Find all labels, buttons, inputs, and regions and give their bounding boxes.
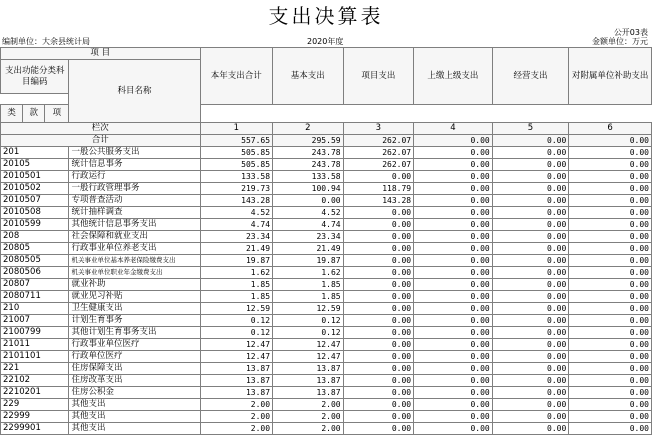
table-row [1,243,652,255]
subject-name-cell: 计划生育事务 [69,315,200,327]
amount-cell: 0.00 [492,183,569,195]
subject-name-cell: 机关事业单位职业年金缴费支出 [69,267,200,279]
amount-cell: 0.00 [492,375,569,387]
amount-cell: 0.00 [343,303,414,315]
function-code-cell: 22999 [1,411,69,423]
amount-cell: 0.00 [343,399,414,411]
amount-cell: 505.85 [200,159,273,171]
amount-cell: 0.00 [569,207,652,219]
amount-cell: 100.94 [273,183,344,195]
total-row [1,135,652,147]
amount-cell: 1.85 [273,291,344,303]
amount-cell: 0.00 [414,195,493,207]
table-row [1,207,652,219]
amount-cell: 0.00 [569,315,652,327]
item-group-header: 项 目 [1,48,201,60]
func-code-header: 支出功能分类科目编码 [1,60,69,94]
amount-cell: 0.00 [414,243,493,255]
total-label: 合计 [1,135,201,147]
amount-cell: 21.49 [273,243,344,255]
subject-name-cell: 住房保障支出 [69,363,200,375]
amount-cell: 0.00 [569,219,652,231]
amount-cell: 12.47 [273,339,344,351]
amount-cell: 0.00 [414,255,493,267]
table-body [1,48,652,435]
amount-cell: 0.00 [492,243,569,255]
amount-cell: 0.00 [569,231,652,243]
amount-cell: 0.00 [343,423,414,435]
total-value: 557.65 [200,135,273,147]
subject-name-cell: 一般行政管理事务 [69,183,200,195]
function-code-cell: 20105 [1,159,69,171]
amount-cell: 0.00 [492,387,569,399]
amount-cell: 0.00 [492,327,569,339]
amount-cell: 0.12 [273,315,344,327]
amount-cell: 13.87 [273,375,344,387]
amount-cell: 0.00 [569,327,652,339]
table-row [1,279,652,291]
amount-cell: 0.00 [343,315,414,327]
function-code-cell: 2210201 [1,387,69,399]
amount-cell: 2.00 [273,399,344,411]
amount-cell: 1.62 [200,267,273,279]
amount-cell: 1.85 [200,291,273,303]
function-code-cell: 2080505 [1,255,69,267]
function-code-cell: 2101101 [1,351,69,363]
amount-cell: 0.00 [492,207,569,219]
amount-cell: 0.00 [569,195,652,207]
table-row [1,291,652,303]
amount-cell: 0.00 [569,423,652,435]
amount-cell: 0.00 [273,195,344,207]
amount-cell: 0.00 [414,291,493,303]
amount-cell: 262.07 [343,147,414,159]
amount-cell: 13.87 [200,375,273,387]
amount-cell: 0.00 [492,219,569,231]
lei-header: 类 [1,105,23,123]
amount-cell: 4.52 [200,207,273,219]
amount-cell: 0.00 [569,363,652,375]
column-header-operating: 经营支出 [492,48,569,105]
amount-cell: 219.73 [200,183,273,195]
subject-name-cell: 机关事业单位基本养老保险缴费支出 [69,255,200,267]
amount-cell: 2.00 [200,423,273,435]
amount-cell: 0.00 [414,423,493,435]
amount-cell: 0.00 [343,351,414,363]
amount-cell: 0.00 [492,267,569,279]
amount-cell: 0.00 [569,171,652,183]
amount-cell: 0.00 [569,375,652,387]
amount-cell: 143.28 [343,195,414,207]
amount-cell: 0.12 [200,315,273,327]
amount-cell: 0.00 [343,171,414,183]
table-row [1,375,652,387]
function-code-cell: 2010501 [1,171,69,183]
amount-cell: 0.00 [414,351,493,363]
amount-cell: 0.00 [414,303,493,315]
amount-cell: 0.00 [569,387,652,399]
function-code-cell: 208 [1,231,69,243]
column-header-upper-level: 上缴上级支出 [414,48,493,105]
column-number: 2 [273,123,344,135]
total-value: 0.00 [492,135,569,147]
kuan-header: 款 [23,105,45,123]
amount-cell: 0.00 [343,207,414,219]
column-header-project: 项目支出 [343,48,414,105]
amount-cell: 0.00 [569,351,652,363]
function-code-cell: 2010508 [1,207,69,219]
amount-cell: 4.74 [273,219,344,231]
total-value: 0.00 [414,135,493,147]
amount-cell: 0.00 [414,411,493,423]
amount-cell: 0.00 [492,363,569,375]
amount-cell: 0.00 [492,399,569,411]
amount-cell: 0.00 [343,327,414,339]
function-code-cell: 2010502 [1,183,69,195]
amount-cell: 0.00 [414,267,493,279]
amount-cell: 23.34 [273,231,344,243]
column-number: 4 [414,123,493,135]
amount-cell: 118.79 [343,183,414,195]
amount-cell: 0.00 [569,147,652,159]
amount-cell: 0.00 [343,411,414,423]
amount-cell: 0.00 [414,315,493,327]
column-header-total: 本年支出合计 [200,48,273,105]
amount-cell: 0.00 [343,255,414,267]
amount-cell: 12.59 [273,303,344,315]
amount-cell: 2.00 [200,411,273,423]
table-row [1,219,652,231]
table-row [1,399,652,411]
amount-cell: 0.00 [492,255,569,267]
amount-cell: 0.00 [343,387,414,399]
amount-cell: 0.00 [414,219,493,231]
amount-cell: 0.00 [343,339,414,351]
amount-cell: 0.00 [492,291,569,303]
table-row [1,171,652,183]
amount-cell: 0.00 [492,339,569,351]
table-row [1,339,652,351]
column-number: 3 [343,123,414,135]
amount-cell: 0.00 [569,291,652,303]
amount-cell: 12.47 [200,351,273,363]
amount-cell: 4.52 [273,207,344,219]
amount-cell: 262.07 [343,159,414,171]
amount-cell: 0.00 [343,219,414,231]
amount-cell: 0.00 [343,291,414,303]
subject-name-cell: 其他支出 [69,423,200,435]
function-code-cell: 2010599 [1,219,69,231]
table-row [1,351,652,363]
function-code-cell: 21011 [1,339,69,351]
amount-cell: 0.00 [569,339,652,351]
amount-cell: 12.59 [200,303,273,315]
amount-cell: 0.00 [492,351,569,363]
total-value: 0.00 [569,135,652,147]
amount-cell: 2.00 [273,411,344,423]
function-code-cell: 2080506 [1,267,69,279]
amount-cell: 0.00 [414,363,493,375]
subject-name-cell: 卫生健康支出 [69,303,200,315]
amount-cell: 0.00 [414,339,493,351]
function-code-cell: 229 [1,399,69,411]
amount-cell: 0.00 [569,255,652,267]
form-number: 公开03表 [613,28,648,37]
amount-cell: 143.28 [200,195,273,207]
expenditure-table [0,47,652,435]
function-code-cell: 20805 [1,243,69,255]
amount-cell: 0.00 [414,171,493,183]
table-row [1,387,652,399]
subject-name-cell: 统计信息事务 [69,159,200,171]
amount-cell: 0.00 [414,279,493,291]
amount-cell: 0.00 [343,363,414,375]
function-code-cell: 2080711 [1,291,69,303]
subject-name-cell: 就业补助 [69,279,200,291]
amount-cell: 243.78 [273,147,344,159]
amount-cell: 0.00 [414,207,493,219]
subject-name-cell: 行政单位医疗 [69,351,200,363]
subject-name-cell: 就业见习补贴 [69,291,200,303]
amount-cell: 0.00 [569,243,652,255]
amount-cell: 19.87 [273,255,344,267]
amount-cell: 1.62 [273,267,344,279]
amount-cell: 0.00 [414,147,493,159]
amount-cell: 0.00 [492,279,569,291]
column-index-label: 栏次 [1,123,201,135]
subject-name-cell: 其他计划生育事务支出 [69,327,200,339]
amount-cell: 0.00 [343,231,414,243]
amount-cell: 0.00 [343,267,414,279]
amount-cell: 2.00 [200,399,273,411]
subject-name-header: 科目名称 [69,60,200,123]
amount-cell: 0.00 [492,315,569,327]
function-code-cell: 201 [1,147,69,159]
amount-cell: 0.00 [414,375,493,387]
amount-cell: 19.87 [200,255,273,267]
amount-cell: 0.00 [569,303,652,315]
amount-cell: 0.00 [492,303,569,315]
subject-name-cell: 行政事业单位医疗 [69,339,200,351]
reporting-unit: 编制单位：大余县统计局 [2,37,90,46]
column-header-subsidiary: 对附属单位补助支出 [569,48,652,105]
amount-cell: 0.00 [569,279,652,291]
amount-cell: 0.00 [414,327,493,339]
amount-cell: 13.87 [200,387,273,399]
amount-cell: 0.00 [569,183,652,195]
amount-cell: 1.85 [200,279,273,291]
table-row [1,411,652,423]
amount-cell: 243.78 [273,159,344,171]
amount-cell: 505.85 [200,147,273,159]
amount-cell: 13.87 [273,363,344,375]
amount-cell: 0.12 [273,327,344,339]
subject-name-cell: 其他支出 [69,411,200,423]
function-code-cell: 210 [1,303,69,315]
amount-cell: 0.00 [569,267,652,279]
amount-cell: 0.00 [492,411,569,423]
amount-cell: 0.00 [492,147,569,159]
subject-name-cell: 行政运行 [69,171,200,183]
amount-cell: 13.87 [200,363,273,375]
function-code-cell: 20807 [1,279,69,291]
amount-cell: 23.34 [200,231,273,243]
table-row [1,423,652,435]
function-code-cell: 2299901 [1,423,69,435]
amount-cell: 0.00 [492,423,569,435]
column-number: 5 [492,123,569,135]
amount-cell: 0.12 [200,327,273,339]
amount-cell: 0.00 [492,195,569,207]
amount-cell: 1.85 [273,279,344,291]
subject-name-cell: 一般公共服务支出 [69,147,200,159]
subject-name-cell: 其他统计信息事务支出 [69,219,200,231]
amount-cell: 0.00 [492,159,569,171]
table-row [1,159,652,171]
column-number: 6 [569,123,652,135]
amount-cell: 0.00 [569,411,652,423]
table-row [1,363,652,375]
amount-cell: 0.00 [414,387,493,399]
total-value: 295.59 [273,135,344,147]
table-row [1,231,652,243]
amount-cell: 0.00 [343,375,414,387]
table-row [1,183,652,195]
amount-cell: 0.00 [569,399,652,411]
amount-cell: 0.00 [343,243,414,255]
function-code-cell: 21007 [1,315,69,327]
total-value: 262.07 [343,135,414,147]
table-row [1,255,652,267]
table-row [1,267,652,279]
column-number: 1 [200,123,273,135]
subject-name-cell: 行政事业单位养老支出 [69,243,200,255]
function-code-cell: 22102 [1,375,69,387]
function-code-cell: 2010507 [1,195,69,207]
xiang-header: 项 [45,105,69,123]
table-row [1,327,652,339]
subject-name-cell: 专项普查活动 [69,195,200,207]
amount-cell: 4.74 [200,219,273,231]
amount-cell: 0.00 [414,231,493,243]
amount-cell: 0.00 [414,399,493,411]
fiscal-year: 2020年度 [307,37,344,46]
amount-cell: 12.47 [200,339,273,351]
function-code-cell: 221 [1,363,69,375]
amount-cell: 0.00 [569,159,652,171]
amount-cell: 12.47 [273,351,344,363]
amount-cell: 0.00 [414,159,493,171]
amount-cell: 0.00 [414,183,493,195]
table-row [1,303,652,315]
amount-cell: 133.58 [273,171,344,183]
function-code-cell: 2100799 [1,327,69,339]
subject-name-cell: 统计抽样调查 [69,207,200,219]
amount-cell: 13.87 [273,387,344,399]
amount-cell: 0.00 [492,231,569,243]
table-row [1,147,652,159]
amount-cell: 0.00 [343,279,414,291]
subject-name-cell: 住房公积金 [69,387,200,399]
currency-unit: 金额单位：万元 [592,37,648,46]
table-row [1,195,652,207]
subject-name-cell: 其他支出 [69,399,200,411]
amount-cell: 2.00 [273,423,344,435]
column-header-basic: 基本支出 [273,48,344,105]
amount-cell: 21.49 [200,243,273,255]
table-row [1,315,652,327]
report-title: 支出决算表 [268,4,384,28]
subject-name-cell: 住房改革支出 [69,375,200,387]
amount-cell: 133.58 [200,171,273,183]
subject-name-cell: 社会保障和就业支出 [69,231,200,243]
amount-cell: 0.00 [492,171,569,183]
